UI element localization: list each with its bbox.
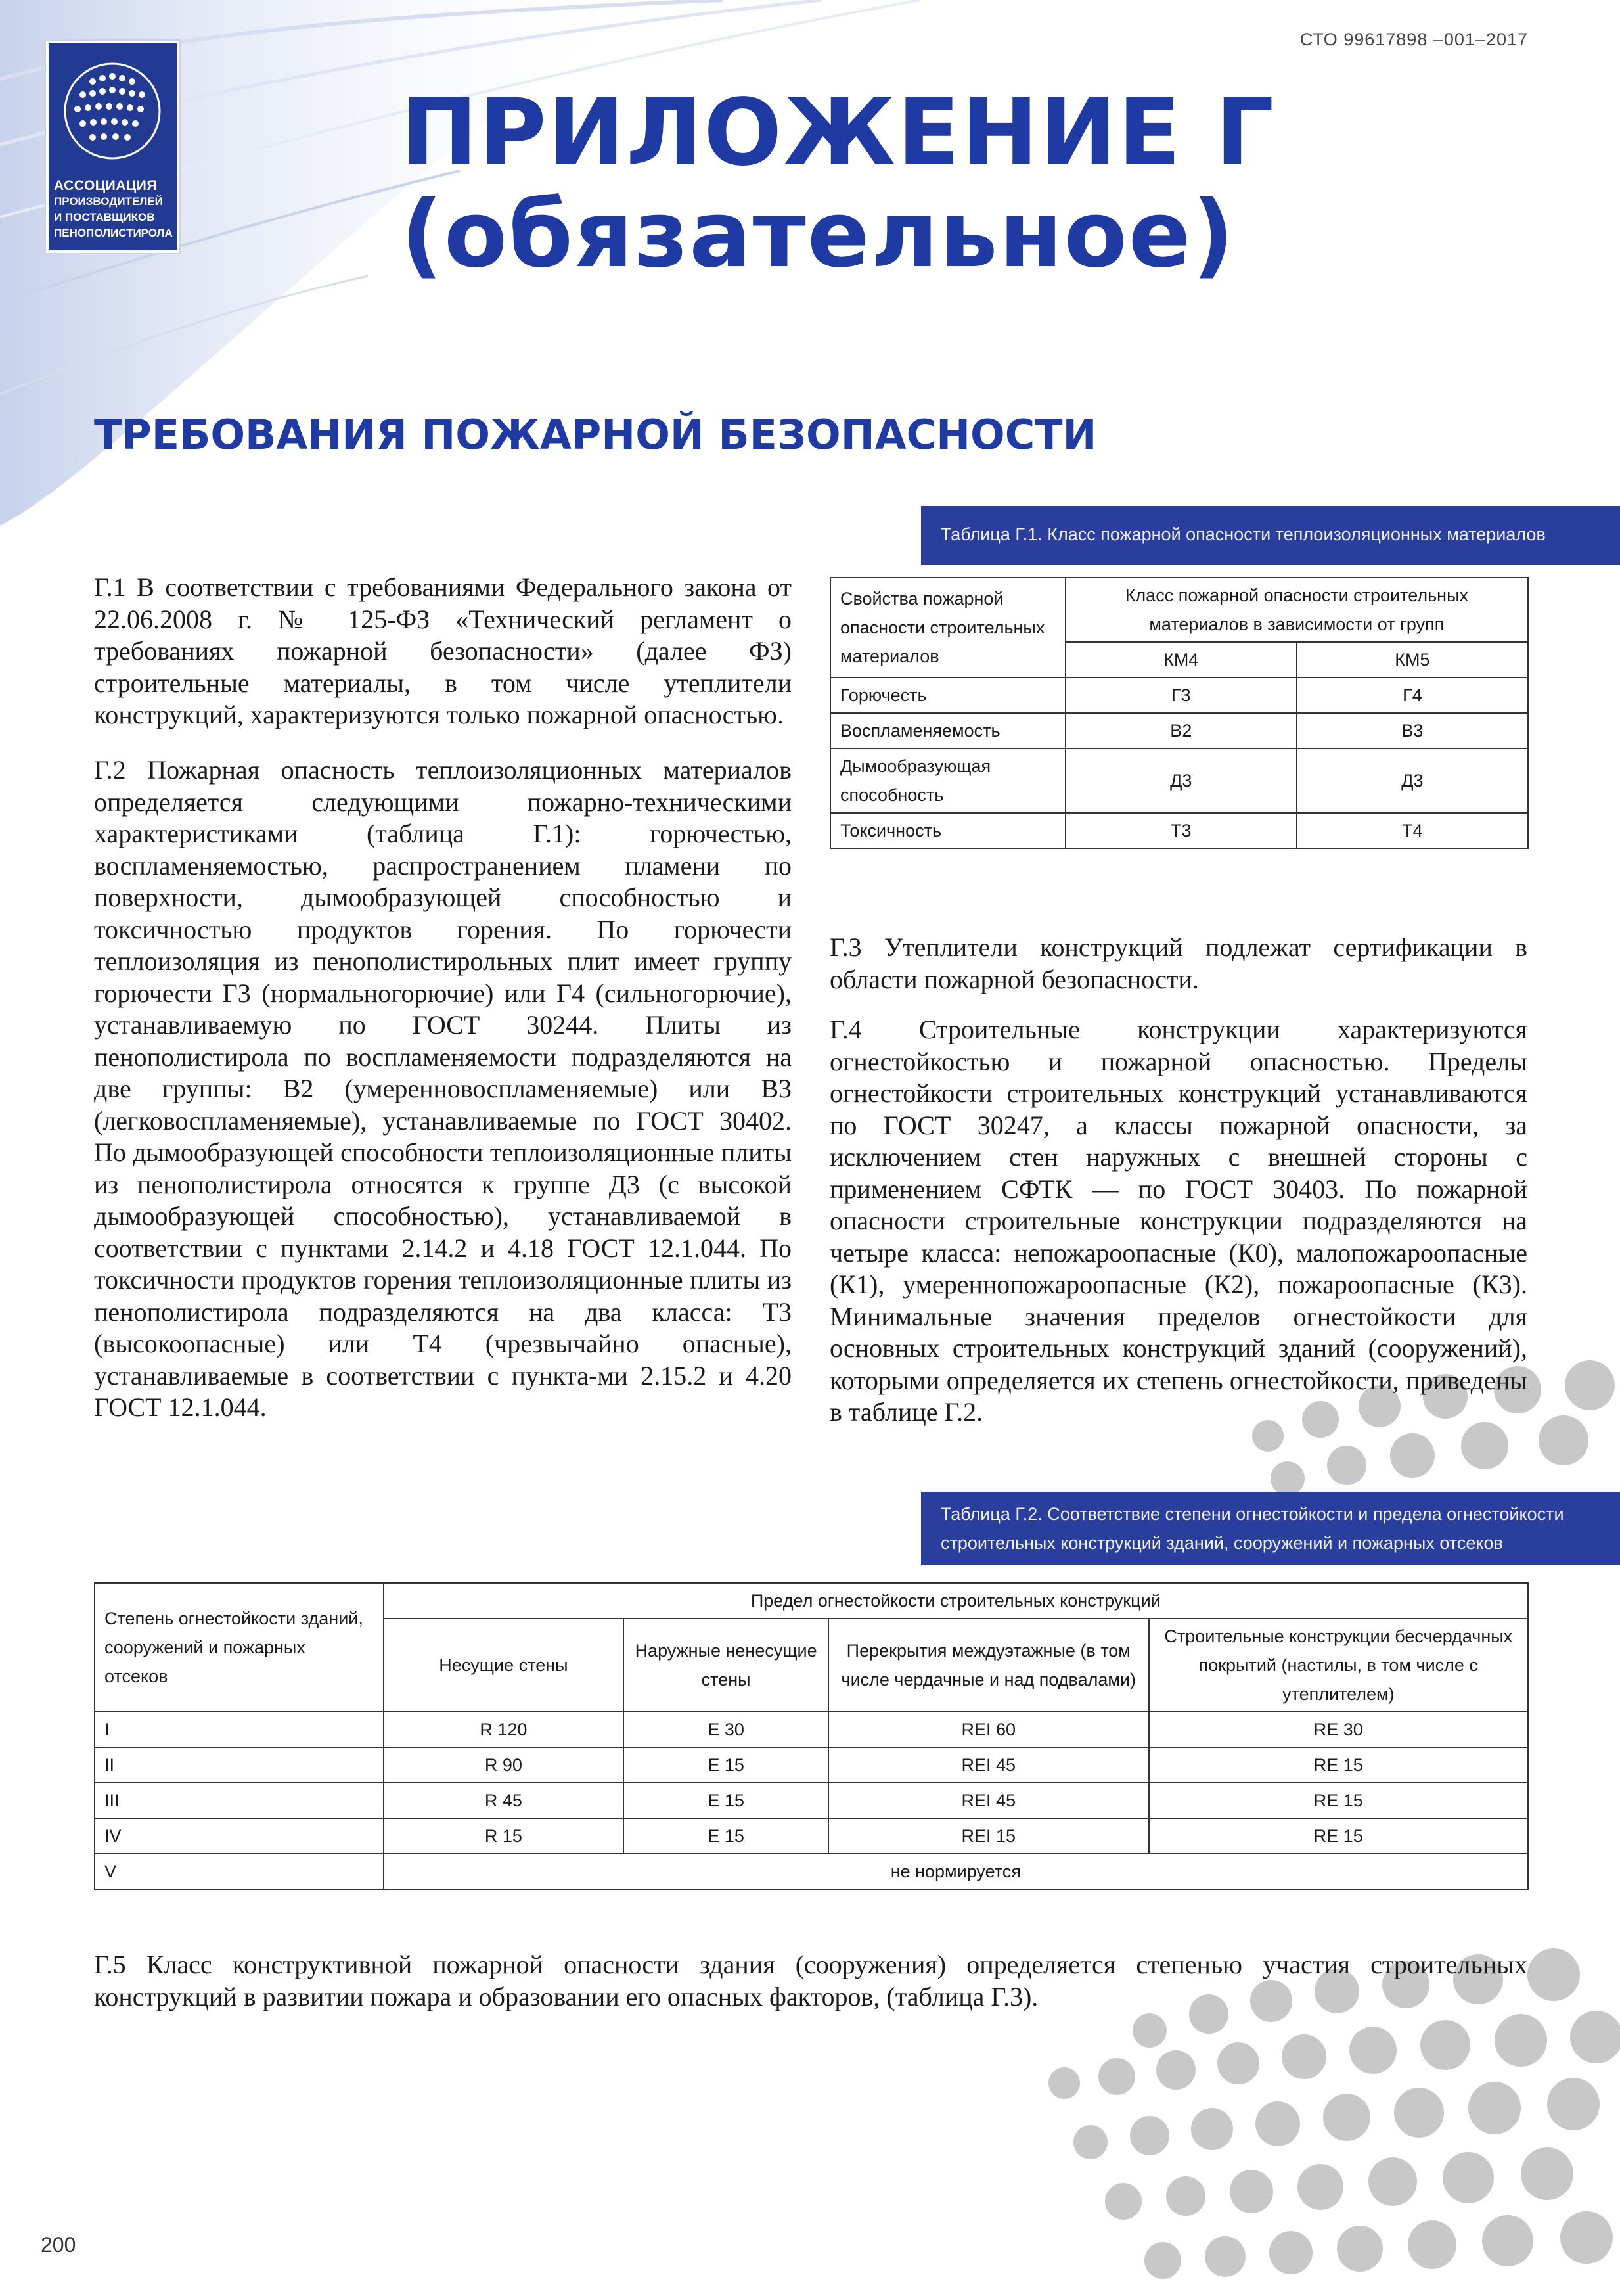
table-cell: Горючесть xyxy=(830,677,1066,713)
table1-header-class: Класс пожарной опасности строительных материалов в зависимости от групп xyxy=(1066,578,1528,642)
fire-hazard-class-table xyxy=(830,577,1529,849)
table2-header-col: Несущие стены xyxy=(384,1619,624,1712)
table-cell: I xyxy=(95,1712,384,1747)
table2-header-degree: Степень огнестойкости зданий, сооружений и пожарных отсеков xyxy=(95,1583,384,1712)
paragraph-g2: Г.2 Пожарная опасность теплоизоляционных материалов определяется следующими пожарно-техническими характеристиками (таблица Г.1): горючестью, воспламеняемостью, распространением пламени по поверхности, дымообразующей способностью и токсичностью продуктов горения. По горючести теплоизоляция из пенополистирольных плит имеет группу горючести Г3 (нормальногорючие) или Г4 (сильногорючие), устанавливаемую по ГОСТ 30244. Плиты из пенополистирола по воспламеняемости подразделяются на две группы: В2 (умеренновоспламеняемые) или В3 (легковоспламеняемые), устанавливаемые по ГОСТ 30402. По дымообразующей способности теплоизоляционные плиты из пенополистирола относятся к группе Д3 (с высокой дымообразующей способностью), устанавливаемой в соответствии с пунктами 2.14.2 и 4.18 ГОСТ 12.1.044. По токсичности продуктов горения теплоизоляционные плиты из пенополистирола подразделяются на два класса: Т3 (высокоопасные) или Т4 (чрезвычайно опасные), устанавливаемые в соответствии с пункта-ми 2.15.2 и 4.20 ГОСТ 12.1.044. xyxy=(94,755,792,1422)
logo-line: ПРОИЗВОДИТЕЛЕЙ xyxy=(54,195,163,208)
table-cell: RE 30 xyxy=(1149,1712,1528,1747)
association-logo xyxy=(46,41,179,253)
table-cell: Г3 xyxy=(1066,677,1297,713)
globe-icon xyxy=(63,55,162,167)
page-number: 200 xyxy=(41,2233,76,2257)
table-cell: В3 xyxy=(1297,713,1528,748)
table-cell: Токсичность xyxy=(830,813,1066,848)
table-cell: Т4 xyxy=(1297,813,1528,848)
table-row xyxy=(95,1783,1528,1818)
table-cell: Д3 xyxy=(1066,748,1297,813)
document-code: СТО 99617898 –001–2017 xyxy=(1299,30,1528,49)
table-cell: E 30 xyxy=(623,1712,828,1747)
table2-header-col: Перекрытия междуэтажные (в том числе чердачные и над подвалами) xyxy=(828,1619,1149,1712)
table-cell: IV xyxy=(95,1818,384,1854)
table-cell: Т3 xyxy=(1066,813,1297,848)
table-cell: E 15 xyxy=(623,1783,828,1818)
paragraph-g5: Г.5 Класс конструктивной пожарной опасности здания (сооружения) определяется степенью участия строительных конструкций в развитии пожара и образовании его опасных факторов, (таблица Г.3). xyxy=(94,1950,1527,2011)
table2-header-col: Строительные конструкции бесчердачных покрытий (настилы, в том числе с утеплителем) xyxy=(1149,1619,1528,1712)
table-row xyxy=(95,1818,1528,1854)
table-row xyxy=(830,813,1528,848)
logo-line: И ПОСТАВЩИКОВ xyxy=(54,211,155,223)
table-cell: Д3 xyxy=(1297,748,1528,813)
table-cell: R 45 xyxy=(384,1783,624,1818)
table-cell: Воспламеняемость xyxy=(830,713,1066,748)
table-row xyxy=(830,713,1528,748)
section-heading: ТРЕБОВАНИЯ ПОЖАРНОЙ БЕЗОПАСНОСТИ xyxy=(94,411,1097,459)
table-cell: R 15 xyxy=(384,1818,624,1854)
table-cell: В2 xyxy=(1066,713,1297,748)
table1-header-property: Свойства пожарной опасности строительных материалов xyxy=(830,578,1066,677)
table-cell: RE 15 xyxy=(1149,1747,1528,1783)
table2-header-limit: Предел огнестойкости строительных конструкций xyxy=(384,1583,1528,1619)
table-cell: R 90 xyxy=(384,1747,624,1783)
table-row xyxy=(95,1747,1528,1783)
logo-line: ПЕНОПОЛИСТИРОЛА xyxy=(54,227,173,239)
table-cell: не нормируется xyxy=(384,1854,1528,1889)
table1-caption: Таблица Г.1. Класс пожарной опасности теплоизоляционных материалов xyxy=(921,506,1620,565)
fire-resistance-table xyxy=(94,1582,1529,1890)
paragraph-g3: Г.3 Утеплители конструкций подлежат сертификации в области пожарной безопасности. xyxy=(830,932,1527,994)
table-cell: REI 15 xyxy=(828,1818,1149,1854)
table-cell: Дымообразующая способность xyxy=(830,748,1066,813)
table-row xyxy=(830,677,1528,713)
table-row xyxy=(95,1712,1528,1747)
title-line-2: (обязательное) xyxy=(401,181,1236,288)
page-title xyxy=(401,82,1275,286)
table-cell: E 15 xyxy=(623,1818,828,1854)
table-cell: III xyxy=(95,1783,384,1818)
table1-header-km5: КМ5 xyxy=(1297,642,1528,677)
table-cell: II xyxy=(95,1747,384,1783)
table-cell: E 15 xyxy=(623,1747,828,1783)
table1-header-km4: КМ4 xyxy=(1066,642,1297,677)
logo-line: АССОЦИАЦИЯ xyxy=(54,178,157,193)
table-cell: REI 60 xyxy=(828,1712,1149,1747)
table-cell: RE 15 xyxy=(1149,1783,1528,1818)
table-row xyxy=(95,1854,1528,1889)
table-cell: RE 15 xyxy=(1149,1818,1528,1854)
title-line-1: ПРИЛОЖЕНИЕ Г xyxy=(401,80,1276,187)
table-row xyxy=(830,748,1528,813)
table-cell: Г4 xyxy=(1297,677,1528,713)
table-cell: R 120 xyxy=(384,1712,624,1747)
table2-header-col: Наружные ненесущие стены xyxy=(623,1619,828,1712)
table-cell: REI 45 xyxy=(828,1747,1149,1783)
paragraph-g4: Г.4 Строительные конструкции характеризуются огнестойкостью и пожарной опасностью. Пределы огнестойкости строительных конструкций устанавливаются по ГОСТ 30247, а классы пожарной опасности, за исключением стен наружных с внешней стороны с применением СФТК — по ГОСТ 30403. По пожарной опасности строительные конструкции подразделяются на четыре класса: непожароопасные (К0), малопожароопасные (К1), умереннопожароопасные (К2), пожароопасные (К3). Минимальные значения пределов огнестойкости для основных строительных конструкций зданий (сооружений), которыми определяется их степень огнестойкости, приведены в таблице Г.2. xyxy=(830,1015,1527,1427)
table-cell: V xyxy=(95,1854,384,1889)
paragraph-g1: Г.1 В соответствии с требованиями Федерального закона от 22.06.2008 г. № 125-ФЗ «Технический регламент о требованиях пожарной безопасности» (далее ФЗ) строительные материалы, в том числе утеплители конструкций, характеризуются только пожарной опасностью. xyxy=(94,572,792,729)
table2-caption: Таблица Г.2. Соответствие степени огнестойкости и предела огнестойкости строительных конструкций зданий, сооружений и пожарных отсеков xyxy=(921,1492,1620,1565)
table-cell: REI 45 xyxy=(828,1783,1149,1818)
